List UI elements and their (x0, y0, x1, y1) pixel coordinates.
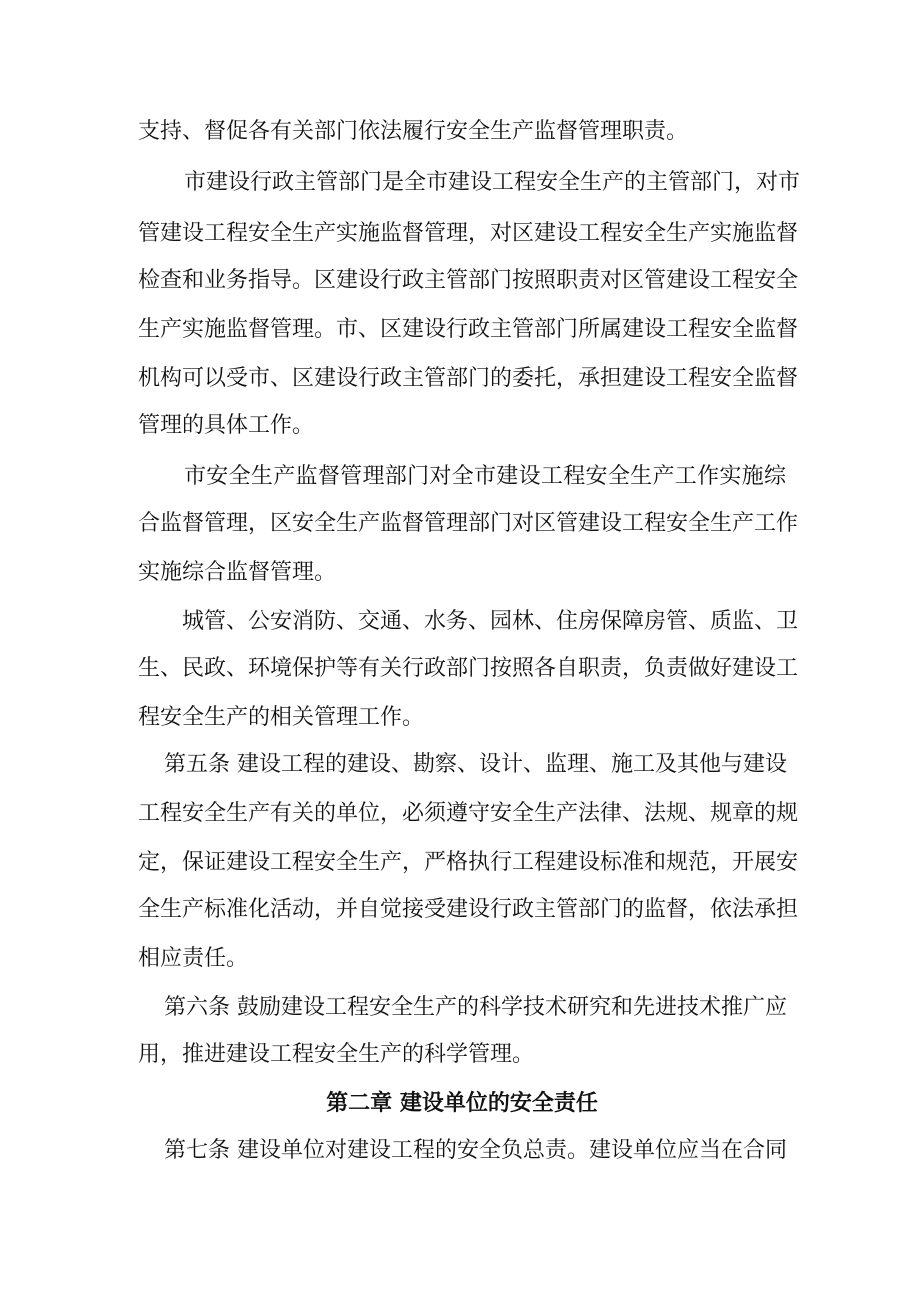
text-line: 管建设工程安全生产实施监督管理，对区建设工程安全生产实施监督 (138, 221, 799, 246)
text-line: 第五条 建设工程的建设、勘察、设计、监理、施工及其他与建设 (164, 752, 787, 777)
text-line: 检查和业务指导。区建设行政主管部门按照职责对区管建设工程安全 (138, 268, 799, 293)
text-line: 市建设行政主管部门是全市建设工程安全生产的主管部门，对市 (184, 170, 801, 195)
text-line: 城管、公安消防、交通、水务、园林、住房保障房管、质监、卫 (182, 609, 799, 634)
text-line: 生、民政、环境保护等有关行政部门按照各自职责，负责做好建设工 (138, 656, 799, 681)
text-line: 全生产标准化活动，并自觉接受建设行政主管部门的监督，依法承担 (138, 897, 799, 922)
text-line: 市安全生产监督管理部门对全市建设工程安全生产工作实施综 (184, 464, 786, 489)
text-line: 第六条 鼓励建设工程安全生产的科学技术研究和先进技术推广应 (164, 995, 787, 1020)
text-line: 程安全生产的相关管理工作。 (138, 705, 425, 730)
text-line: 实施综合监督管理。 (138, 560, 337, 585)
text-line: 相应责任。 (138, 946, 249, 971)
text-line: 支持、督促各有关部门依法履行安全生产监督管理职责。 (138, 119, 689, 144)
text-line: 定，保证建设工程安全生产，严格执行工程建设标准和规范，开展安 (138, 850, 799, 875)
text-line: 合监督管理，区安全生产监督管理部门对区管建设工程安全生产工作 (138, 511, 799, 536)
text-line: 生产实施监督管理。市、区建设行政主管部门所属建设工程安全监督 (138, 317, 799, 342)
text-line: 第七条 建设单位对建设工程的安全负总责。建设单位应当在合同 (164, 1138, 787, 1163)
text-line: 机构可以受市、区建设行政主管部门的委托，承担建设工程安全监督 (138, 366, 799, 391)
text-line: 工程安全生产有关的单位，必须遵守安全生产法律、法规、规章的规 (138, 801, 799, 826)
text-line: 管理的具体工作。 (138, 413, 315, 438)
text-line: 用，推进建设工程安全生产的科学管理。 (138, 1042, 535, 1067)
chapter-heading: 第二章 建设单位的安全责任 (326, 1091, 598, 1116)
